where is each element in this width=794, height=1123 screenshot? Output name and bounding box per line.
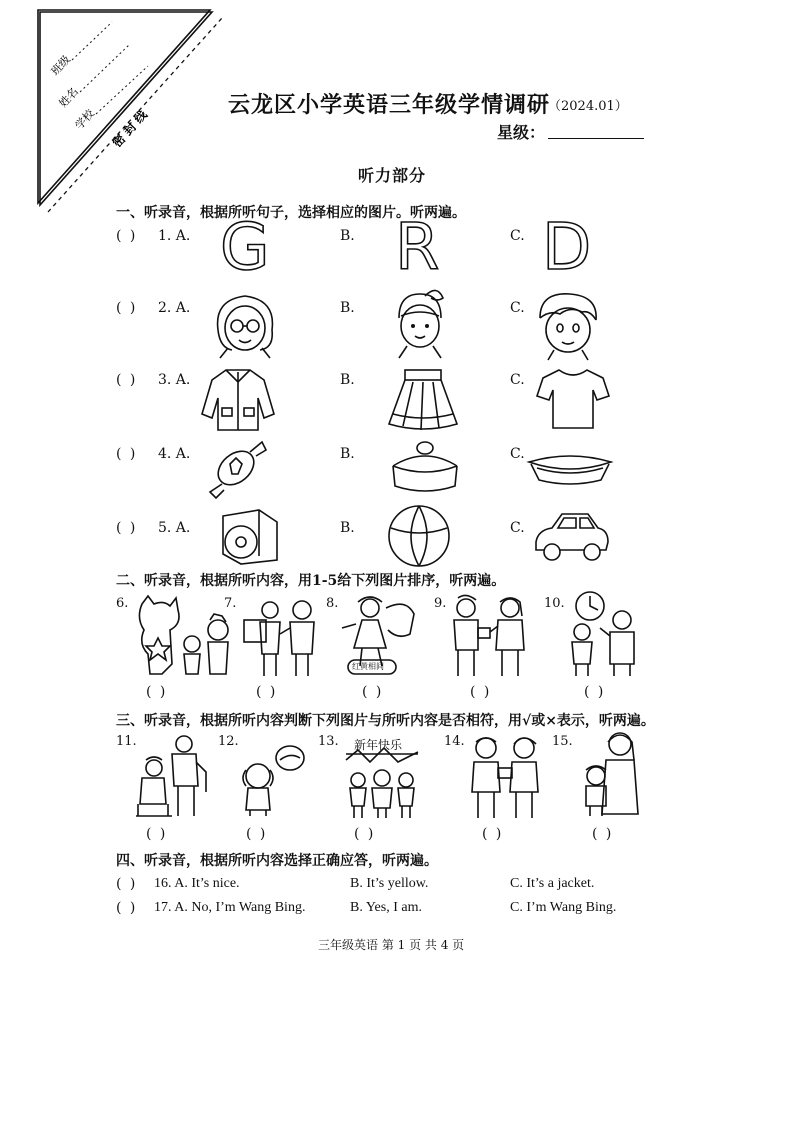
q4-option-b: B.: [340, 446, 355, 462]
q1-option-b: B.: [340, 228, 355, 244]
answer-blank-10[interactable]: ( ): [584, 684, 606, 700]
answer-blank-15[interactable]: ( ): [592, 826, 614, 842]
part1-heading: 一、听录音，根据所听句子，选择相应的图片。听两遍。: [116, 205, 466, 221]
t-shirt-icon: [535, 366, 610, 432]
q1-option-c: C.: [510, 228, 525, 244]
item-8-number: 8.: [326, 596, 339, 611]
item-7-number: 7.: [224, 596, 237, 611]
answer-blank-14[interactable]: ( ): [482, 826, 504, 842]
answer-blank-16[interactable]: ( ): [116, 876, 138, 892]
item-12-number: 12.: [218, 734, 239, 749]
q2-option-c: C.: [510, 300, 525, 316]
item-11-number: 11.: [116, 734, 137, 749]
pie-icon: [525, 448, 615, 488]
answer-blank-9[interactable]: ( ): [470, 684, 492, 700]
cake-icon: [385, 438, 465, 498]
answer-blank-17[interactable]: ( ): [116, 900, 138, 916]
part3-heading: 三、听录音，根据所听内容判断下列图片与所听内容是否相符，用√或×表示，听两遍。: [116, 713, 655, 729]
q4-option-a: 4. A.: [158, 446, 191, 462]
q3-option-a: 3. A.: [158, 372, 191, 388]
q5-option-b: B.: [340, 520, 355, 536]
answer-blank-5[interactable]: ( ): [116, 520, 138, 536]
q5-option-a: 5. A.: [158, 520, 191, 536]
car-icon: [532, 506, 612, 564]
new-year-sign-text: 新年快乐: [354, 738, 403, 752]
page-title: 云龙区小学英语三年级学情调研: [228, 92, 551, 118]
q17-option-c: C. I’m Wang Bing.: [510, 900, 617, 915]
q16-option-b: B. It’s yellow.: [350, 876, 429, 891]
section-title: 听力部分: [358, 166, 427, 185]
q17-option-b: B. Yes, I am.: [350, 900, 422, 915]
girl-with-ponytail-icon: [385, 288, 455, 360]
binding-name-label: 姓名: [56, 84, 81, 111]
q4-option-c: C.: [510, 446, 525, 462]
boys-showing-picture-icon: [240, 594, 322, 680]
answer-blank-8[interactable]: ( ): [362, 684, 384, 700]
letter-d-outline: D: [542, 211, 592, 285]
page-footer: 三年级英语 第 1 页 共 4 页: [318, 938, 465, 952]
answer-blank-2[interactable]: ( ): [116, 300, 138, 316]
flower-sign-text: 红黄相间: [352, 662, 384, 671]
answer-blank-4[interactable]: ( ): [116, 446, 138, 462]
girls-giving-gift-icon: [444, 594, 532, 680]
answer-blank-3[interactable]: ( ): [116, 372, 138, 388]
part4-heading: 四、听录音，根据所听内容选择正确应答，听两遍。: [116, 853, 438, 869]
grandma-and-man-icon: [132, 732, 212, 820]
skirt-icon: [385, 364, 460, 434]
ball-icon: [385, 502, 455, 572]
answer-blank-12[interactable]: ( ): [246, 826, 268, 842]
item-14-number: 14.: [444, 734, 465, 749]
q1-option-a: 1. A.: [158, 228, 191, 244]
q2-option-a: 2. A.: [158, 300, 191, 316]
exam-date: （2024.01）: [548, 99, 628, 114]
boy-face-icon: [530, 288, 605, 360]
q16-option-c: C. It’s a jacket.: [510, 876, 595, 891]
item-6-number: 6.: [116, 596, 129, 611]
dog-with-hotdog-icon: [236, 742, 306, 818]
binding-class-label: 班级: [48, 52, 73, 79]
cat-and-girl-scene-icon: [134, 594, 237, 680]
binding-school-label: 学校: [72, 106, 97, 133]
answer-blank-1[interactable]: ( ): [116, 228, 138, 244]
grandparents-icon: [466, 734, 546, 820]
seal-line-label: 密 封 线: [109, 107, 150, 151]
q2-option-b: B.: [340, 300, 355, 316]
letter-r-outline: R: [395, 211, 440, 285]
q5-option-c: C.: [510, 520, 525, 536]
q3-option-b: B.: [340, 372, 355, 388]
girl-with-glasses-icon: [210, 290, 280, 360]
mother-and-child-icon: [576, 730, 646, 820]
star-blank-line[interactable]: [548, 138, 644, 139]
jacket-icon: [198, 364, 278, 434]
letter-g-outline: G: [220, 211, 270, 285]
clock-and-boys-icon: [564, 590, 646, 680]
answer-blank-13[interactable]: ( ): [354, 826, 376, 842]
q3-option-c: C.: [510, 372, 525, 388]
item-9-number: 9.: [434, 596, 447, 611]
answer-blank-11[interactable]: ( ): [146, 826, 168, 842]
answer-blank-7[interactable]: ( ): [256, 684, 278, 700]
q16-option-a: 16. A. It’s nice.: [154, 876, 240, 891]
star-label: 星级：: [497, 123, 546, 142]
item-13-number: 13.: [318, 734, 339, 749]
item-15-number: 15.: [552, 734, 573, 749]
item-10-number: 10.: [544, 596, 565, 611]
cd-icon: [215, 506, 285, 566]
part2-heading: 二、听录音，根据所听内容，用1-5给下列图片排序，听两遍。: [116, 573, 506, 589]
answer-blank-6[interactable]: ( ): [146, 684, 168, 700]
q17-option-a: 17. A. No, I’m Wang Bing.: [154, 900, 306, 915]
candy-icon: [200, 438, 270, 500]
binding-corner: [0, 0, 230, 230]
